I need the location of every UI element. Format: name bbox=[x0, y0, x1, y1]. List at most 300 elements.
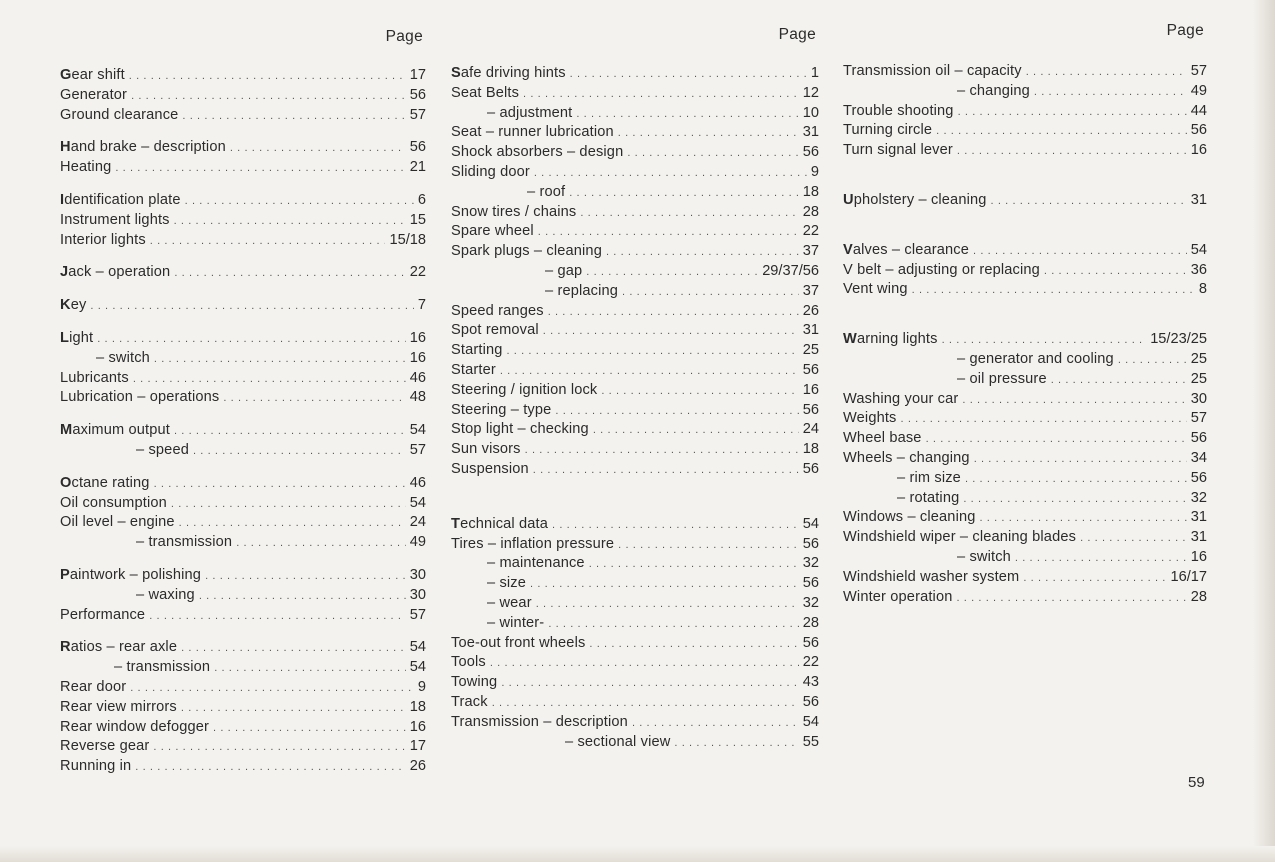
index-entry-label: Running in bbox=[60, 758, 132, 775]
dot-leader bbox=[1023, 569, 1166, 589]
index-entry-label: Track bbox=[451, 693, 488, 710]
index-entry bbox=[451, 341, 819, 361]
dot-leader bbox=[223, 389, 405, 409]
index-entry-label: Transmission – description bbox=[451, 713, 628, 730]
index-entry bbox=[451, 634, 819, 654]
index-entry-page: 6 bbox=[417, 191, 426, 208]
index-entry bbox=[451, 440, 819, 460]
index-entry bbox=[451, 713, 819, 733]
index-entry-page: 31 bbox=[1190, 191, 1207, 208]
index-entry-label: Wheels – changing bbox=[843, 449, 970, 466]
index-entry-page: 28 bbox=[1190, 588, 1207, 605]
dot-leader bbox=[1051, 371, 1187, 391]
index-entry bbox=[451, 282, 819, 302]
index-entry-page: 31 bbox=[1190, 509, 1207, 526]
index-entry-label: Oil level – engine bbox=[60, 514, 175, 531]
index-entry-label: Instrument lights bbox=[60, 211, 170, 228]
index-entry-label: – transmission bbox=[114, 659, 211, 676]
index-entry-label: Turn signal lever bbox=[843, 142, 953, 159]
index-entry-page: 15/23/25 bbox=[1150, 331, 1207, 348]
index-entry-page: 30 bbox=[1190, 390, 1207, 407]
index-entry bbox=[60, 718, 426, 738]
index-entry-page: 18 bbox=[409, 698, 426, 715]
index-entry bbox=[60, 138, 426, 158]
index-entry-page: 54 bbox=[409, 659, 426, 676]
index-entry-page: 22 bbox=[802, 654, 819, 671]
index-entry-label: Oil consumption bbox=[60, 494, 167, 511]
index-entry-label: – winter- bbox=[487, 614, 545, 631]
index-entry bbox=[843, 370, 1207, 390]
dot-leader bbox=[213, 719, 406, 739]
index-entry bbox=[60, 586, 426, 606]
index-entry-label: Suspension bbox=[451, 460, 529, 477]
index-entries bbox=[843, 62, 1207, 607]
index-entry-page: 1 bbox=[810, 65, 819, 81]
index-entry-page: 9 bbox=[810, 163, 819, 180]
index-entry bbox=[451, 64, 819, 84]
index-entry bbox=[451, 554, 819, 574]
dot-leader bbox=[133, 370, 406, 390]
dot-leader bbox=[601, 382, 798, 402]
index-entry bbox=[60, 698, 426, 718]
page-bottom-edge-shadow bbox=[0, 846, 1275, 862]
index-entry-page: 16 bbox=[409, 329, 426, 346]
index-entry-page: 56 bbox=[802, 460, 819, 477]
index-entry-page: 32 bbox=[802, 555, 819, 572]
dot-leader bbox=[548, 303, 799, 323]
index-entry-page: 7 bbox=[417, 297, 426, 314]
index-entry bbox=[451, 123, 819, 143]
index-entry-label: Rear view mirrors bbox=[60, 698, 177, 715]
page-column-header: Page bbox=[385, 28, 423, 45]
index-entry-label: Ratios – rear axle bbox=[60, 639, 178, 656]
index-entry-label: Heating bbox=[60, 159, 112, 176]
index-entries bbox=[451, 64, 819, 752]
dot-leader bbox=[926, 430, 1187, 450]
index-entry bbox=[451, 653, 819, 673]
index-entry-page: 16 bbox=[409, 718, 426, 735]
index-entry-label: Shock absorbers – design bbox=[451, 144, 624, 161]
index-entry bbox=[60, 513, 426, 533]
index-entry bbox=[451, 242, 819, 262]
index-entry-page: 56 bbox=[802, 575, 819, 592]
index-entry-page: 15/18 bbox=[389, 231, 426, 248]
index-entry-page: 15 bbox=[409, 211, 426, 228]
dot-leader bbox=[149, 607, 406, 627]
index-entry-label: Stop light – checking bbox=[451, 421, 589, 438]
index-entry-page: 57 bbox=[1190, 410, 1207, 427]
index-entry-label: Steering – type bbox=[451, 401, 552, 418]
index-entry-label: Maximum output bbox=[60, 422, 170, 439]
dot-leader bbox=[1118, 351, 1187, 371]
index-entry-label: – switch bbox=[957, 548, 1011, 565]
dot-leader bbox=[90, 297, 413, 317]
index-entry bbox=[843, 141, 1207, 161]
index-entry-label: Warning lights bbox=[843, 331, 938, 348]
index-entry-label: Jack – operation bbox=[60, 264, 171, 281]
index-entry bbox=[60, 369, 426, 389]
index-entry bbox=[60, 494, 426, 514]
index-entry-label: – oil pressure bbox=[957, 370, 1047, 387]
dot-leader bbox=[957, 142, 1187, 162]
index-entry-page: 25 bbox=[1190, 350, 1207, 367]
index-entry bbox=[60, 263, 426, 283]
index-entry-label: Speed ranges bbox=[451, 302, 544, 319]
index-entry bbox=[60, 211, 426, 231]
index-entry-label: Paintwork – polishing bbox=[60, 566, 202, 583]
index-entry bbox=[843, 241, 1207, 261]
dot-leader bbox=[956, 589, 1186, 609]
index-entry bbox=[843, 508, 1207, 528]
index-entry-page: 43 bbox=[802, 674, 819, 691]
index-entry bbox=[60, 191, 426, 211]
index-entry-page: 22 bbox=[409, 264, 426, 281]
index-entry bbox=[451, 222, 819, 242]
index-entry bbox=[451, 535, 819, 555]
index-entry-label: Windshield washer system bbox=[843, 568, 1020, 585]
index-entry bbox=[451, 262, 819, 282]
index-entry-label: – changing bbox=[957, 82, 1030, 99]
index-entry-page: 28 bbox=[802, 614, 819, 631]
index-entry-page: 36 bbox=[1190, 261, 1207, 278]
index-entry bbox=[451, 302, 819, 322]
index-entry-label: Rear window defogger bbox=[60, 718, 210, 735]
index-entry-label: Interior lights bbox=[60, 231, 146, 248]
index-entry-page: 34 bbox=[1190, 449, 1207, 466]
index-entry-label: Vent wing bbox=[843, 281, 908, 298]
index-entry-label: Turning circle bbox=[843, 122, 933, 139]
index-entry-label: Trouble shooting bbox=[843, 102, 954, 119]
index-entry bbox=[60, 678, 426, 698]
index-entry bbox=[451, 693, 819, 713]
index-entry bbox=[60, 533, 426, 553]
index-entry-label: Wheel base bbox=[843, 430, 922, 447]
index-entry-label: – roof bbox=[527, 183, 566, 200]
index-entry-page: 37 bbox=[802, 243, 819, 260]
index-entry bbox=[451, 381, 819, 401]
index-entry-label: Identification plate bbox=[60, 191, 181, 208]
index-entry-page: 30 bbox=[409, 566, 426, 583]
dot-leader bbox=[627, 144, 798, 164]
page-column-header: Page bbox=[1166, 22, 1204, 39]
index-entry-label: Windows – cleaning bbox=[843, 509, 976, 526]
index-entry-label: – gap bbox=[545, 262, 583, 279]
index-entry bbox=[843, 548, 1207, 568]
dot-leader bbox=[618, 536, 799, 556]
index-entry-page: 17 bbox=[409, 738, 426, 755]
index-entry-label: – rim size bbox=[897, 469, 961, 486]
index-entry-page: 55 bbox=[802, 733, 819, 750]
index-entry-page: 32 bbox=[1190, 489, 1207, 506]
index-entry-page: 37 bbox=[802, 282, 819, 299]
dot-leader bbox=[199, 587, 406, 607]
index-entry-label: – sectional view bbox=[565, 733, 671, 750]
index-entry-page: 26 bbox=[409, 758, 426, 775]
index-entry-label: Lubricants bbox=[60, 369, 129, 386]
index-entry-label: Windshield wiper – cleaning blades bbox=[843, 529, 1077, 546]
index-entry bbox=[843, 330, 1207, 350]
index-entry-page: 48 bbox=[409, 389, 426, 406]
dot-leader bbox=[980, 509, 1187, 529]
index-entry-page: 25 bbox=[1190, 370, 1207, 387]
dot-leader bbox=[490, 654, 799, 674]
dot-leader bbox=[185, 192, 414, 212]
index-entry bbox=[451, 361, 819, 381]
dot-leader bbox=[570, 65, 807, 85]
index-entry bbox=[60, 158, 426, 178]
index-entry-label: Toe-out front wheels bbox=[451, 634, 586, 651]
index-entry bbox=[843, 528, 1207, 548]
dot-leader bbox=[533, 461, 799, 481]
index-entry-label: Washing your car bbox=[843, 390, 959, 407]
index-entry-page: 54 bbox=[409, 422, 426, 439]
dot-leader bbox=[973, 242, 1187, 262]
dot-leader bbox=[543, 322, 799, 342]
dot-leader bbox=[492, 694, 799, 714]
index-entry bbox=[843, 121, 1207, 141]
index-entry-label: Starter bbox=[451, 361, 496, 378]
index-entry-label: – size bbox=[487, 575, 527, 592]
index-entry-label: – waxing bbox=[136, 586, 195, 603]
dot-leader bbox=[179, 514, 406, 534]
dot-leader bbox=[214, 659, 406, 679]
index-entry bbox=[451, 203, 819, 223]
dot-leader bbox=[154, 475, 406, 495]
index-entry-label: – speed bbox=[136, 441, 189, 458]
dot-leader bbox=[174, 422, 406, 442]
index-entry-label: Seat Belts bbox=[451, 84, 520, 101]
index-entry-page: 16 bbox=[802, 381, 819, 398]
index-entry bbox=[60, 658, 426, 678]
index-entry bbox=[60, 106, 426, 126]
index-entry-page: 22 bbox=[802, 223, 819, 240]
index-entry-page: 16 bbox=[409, 349, 426, 366]
index-entry-page: 54 bbox=[802, 713, 819, 730]
index-entry-page: 49 bbox=[1190, 82, 1207, 99]
dot-leader bbox=[552, 516, 799, 536]
index-entry-page: 56 bbox=[802, 361, 819, 378]
index-entry bbox=[843, 390, 1207, 410]
dot-leader bbox=[962, 391, 1186, 411]
index-entry-label: Lubrication – operations bbox=[60, 389, 220, 406]
index-entry bbox=[451, 574, 819, 594]
index-entry-label: Towing bbox=[451, 674, 498, 691]
index-entry-label: Octane rating bbox=[60, 474, 150, 491]
index-entry-page: 10 bbox=[802, 104, 819, 121]
dot-leader bbox=[115, 159, 405, 179]
dot-leader bbox=[965, 470, 1187, 490]
index-entry-label: Reverse gear bbox=[60, 738, 150, 755]
dot-leader bbox=[901, 410, 1187, 430]
index-entry bbox=[60, 66, 426, 86]
index-entry-page: 56 bbox=[802, 535, 819, 552]
index-entry bbox=[843, 489, 1207, 509]
dot-leader bbox=[622, 283, 799, 303]
dot-leader bbox=[150, 232, 386, 252]
index-entry-page: 56 bbox=[1190, 469, 1207, 486]
index-entry bbox=[60, 86, 426, 106]
dot-leader bbox=[181, 639, 406, 659]
index-entry-label: Key bbox=[60, 297, 87, 314]
index-entry bbox=[843, 82, 1207, 102]
dot-leader bbox=[131, 87, 406, 107]
index-entry-label: – maintenance bbox=[487, 555, 585, 572]
index-entry-page: 31 bbox=[802, 322, 819, 339]
index-entry-page: 57 bbox=[409, 106, 426, 123]
index-entry bbox=[451, 84, 819, 104]
index-entry bbox=[451, 163, 819, 183]
index-entry bbox=[451, 515, 819, 535]
dot-leader bbox=[205, 567, 406, 587]
dot-leader bbox=[1034, 83, 1187, 103]
dot-leader bbox=[171, 495, 406, 515]
index-entry-page: 57 bbox=[409, 606, 426, 623]
dot-leader bbox=[569, 184, 799, 204]
dot-leader bbox=[1026, 63, 1187, 83]
page-right-edge-shadow bbox=[1253, 0, 1275, 862]
index-entry bbox=[60, 329, 426, 349]
index-entry-page: 24 bbox=[802, 421, 819, 438]
index-entry-page: 56 bbox=[802, 401, 819, 418]
dot-leader bbox=[135, 758, 405, 778]
dot-leader bbox=[538, 223, 799, 243]
index-entry bbox=[451, 673, 819, 693]
index-entry bbox=[451, 460, 819, 480]
index-entry bbox=[451, 733, 819, 753]
index-entry bbox=[60, 606, 426, 626]
dot-leader bbox=[589, 555, 799, 575]
dot-leader bbox=[958, 103, 1187, 123]
index-entry bbox=[60, 566, 426, 586]
index-entry-page: 28 bbox=[802, 203, 819, 220]
index-entry-page: 56 bbox=[802, 144, 819, 161]
index-entry-page: 32 bbox=[802, 594, 819, 611]
dot-leader bbox=[129, 67, 406, 87]
index-entry-page: 12 bbox=[802, 84, 819, 101]
index-entry-page: 25 bbox=[802, 342, 819, 359]
dot-leader bbox=[174, 264, 405, 284]
index-entry-page: 9 bbox=[417, 678, 426, 695]
index-entry-label: Gear shift bbox=[60, 67, 125, 83]
index-entry bbox=[60, 441, 426, 461]
index-entry-page: 21 bbox=[409, 159, 426, 176]
index-entry-page: 16 bbox=[1190, 142, 1207, 159]
index-entry bbox=[60, 757, 426, 777]
index-entry-label: V belt – adjusting or replacing bbox=[843, 261, 1040, 278]
dot-leader bbox=[507, 342, 799, 362]
index-entry-page: 29/37/56 bbox=[762, 262, 819, 279]
index-entry-label: Rear door bbox=[60, 678, 127, 695]
index-entry bbox=[60, 388, 426, 408]
dot-leader bbox=[181, 699, 406, 719]
index-entry-label: – adjustment bbox=[487, 104, 573, 121]
index-entry-page: 24 bbox=[409, 514, 426, 531]
index-entry-page: 26 bbox=[802, 302, 819, 319]
index-entry-label: Tools bbox=[451, 654, 486, 671]
index-entry-page: 30 bbox=[409, 586, 426, 603]
index-entry-page: 46 bbox=[409, 369, 426, 386]
index-entry bbox=[60, 737, 426, 757]
dot-leader bbox=[674, 734, 798, 754]
dot-leader bbox=[534, 164, 807, 184]
index-entry bbox=[451, 183, 819, 203]
index-entry bbox=[451, 594, 819, 614]
index-entry bbox=[843, 350, 1207, 370]
index-entry bbox=[60, 296, 426, 316]
index-entry bbox=[843, 102, 1207, 122]
index-entry-label: Light bbox=[60, 329, 94, 346]
index-entry-label: Ground clearance bbox=[60, 106, 179, 123]
dot-leader bbox=[580, 204, 798, 224]
index-entry bbox=[843, 62, 1207, 82]
dot-leader bbox=[500, 362, 799, 382]
index-entry bbox=[843, 469, 1207, 489]
index-entry-label: Spot removal bbox=[451, 322, 539, 339]
dot-leader bbox=[606, 243, 799, 263]
index-entry-label: Steering / ignition lock bbox=[451, 381, 598, 398]
dot-leader bbox=[236, 534, 406, 554]
dot-leader bbox=[154, 350, 406, 370]
dot-leader bbox=[912, 281, 1195, 301]
page-column-header: Page bbox=[778, 26, 816, 43]
dot-leader bbox=[942, 331, 1147, 351]
index-entry-label: Sun visors bbox=[451, 441, 521, 458]
dot-leader bbox=[530, 575, 799, 595]
index-entry-page: 44 bbox=[1190, 102, 1207, 119]
index-entry-page: 54 bbox=[409, 494, 426, 511]
index-entry bbox=[451, 143, 819, 163]
index-entry bbox=[60, 421, 426, 441]
index-entry bbox=[843, 280, 1207, 300]
index-entry-page: 18 bbox=[802, 441, 819, 458]
dot-leader bbox=[193, 442, 406, 462]
dot-leader bbox=[1080, 529, 1187, 549]
dot-leader bbox=[589, 635, 798, 655]
dot-leader bbox=[1015, 549, 1187, 569]
dot-leader bbox=[974, 450, 1187, 470]
index-entry-label: Seat – runner lubrication bbox=[451, 124, 614, 141]
index-entry-page: 57 bbox=[409, 441, 426, 458]
index-entry-page: 54 bbox=[802, 515, 819, 532]
index-entry-label: Weights bbox=[843, 410, 897, 427]
index-entry bbox=[451, 104, 819, 124]
index-entry-page: 46 bbox=[409, 474, 426, 491]
index-entry-label: Performance bbox=[60, 606, 146, 623]
index-entry-page: 56 bbox=[802, 693, 819, 710]
index-entry-page: 56 bbox=[409, 86, 426, 103]
index-entry bbox=[451, 614, 819, 634]
index-entry-label: Safe driving hints bbox=[451, 65, 566, 81]
index-entry-page: 16/17 bbox=[1170, 568, 1207, 585]
dot-leader bbox=[153, 738, 405, 758]
index-entry-label: – generator and cooling bbox=[957, 350, 1114, 367]
index-entry bbox=[843, 409, 1207, 429]
index-entry-page: 54 bbox=[1190, 241, 1207, 258]
dot-leader bbox=[991, 192, 1187, 212]
index-entry-page: 57 bbox=[1190, 63, 1207, 79]
index-entry-label: Generator bbox=[60, 86, 128, 103]
dot-leader bbox=[182, 107, 405, 127]
index-entry-label: Hand brake – description bbox=[60, 139, 226, 156]
index-entry-page: 18 bbox=[802, 183, 819, 200]
index-entry bbox=[60, 231, 426, 251]
index-entry-page: 56 bbox=[1190, 122, 1207, 139]
index-entry-page: 54 bbox=[409, 639, 426, 656]
index-entry bbox=[843, 429, 1207, 449]
index-entry bbox=[60, 349, 426, 369]
index-entry-label: Starting bbox=[451, 342, 503, 359]
index-entry-label: Snow tires / chains bbox=[451, 203, 577, 220]
